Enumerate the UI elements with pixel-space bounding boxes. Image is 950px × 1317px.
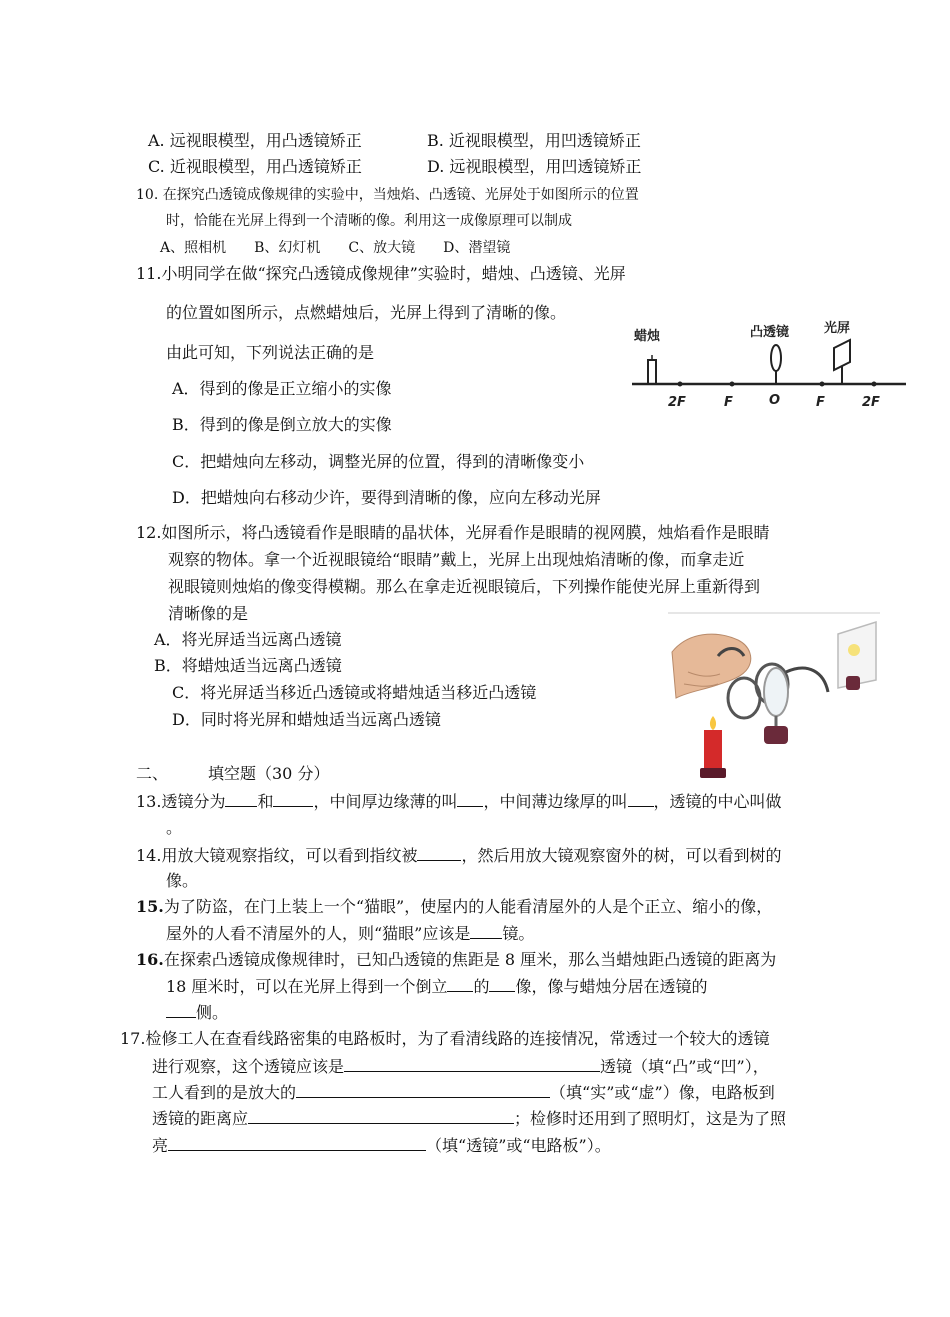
q15-line-1	[136, 897, 772, 917]
q16-line-1	[136, 950, 776, 970]
q9-option-d: D. 远视眼模型，用凹透镜矫正	[427, 157, 642, 176]
q16-blank-1[interactable]	[447, 976, 473, 992]
q12-option-a: A．将光屏适当远离凸透镜	[154, 630, 342, 649]
q16-text-1: 在探索凸透镜成像规律时，已知凸透镜的焦距是 8 厘米，那么当蜡烛距凸透镜的距离为	[163, 950, 777, 969]
q16-number: 16.	[136, 950, 164, 969]
q12-option-c: C．将光屏适当移近凸透镜或将蜡烛适当移近凸透镜	[172, 683, 537, 702]
q9-option-a: A. 远视眼模型，用凸透镜矫正	[148, 131, 362, 150]
section-number: 二、	[136, 764, 169, 783]
q16-text-3: 的	[473, 977, 490, 996]
q17-line-1: 17.检修工人在查看线路密集的电路板时，为了看清线路的连接情况，常透过一个较大的透镜	[120, 1029, 770, 1048]
q11-line-1: 11.小明同学在做“探究凸透镜成像规律”实验时，蜡烛、凸透镜、光屏	[136, 264, 626, 283]
q17-line-4	[152, 1108, 786, 1129]
q17-text-2a: 进行观察，这个透镜应该是	[152, 1057, 345, 1076]
q10-line-1: 10. 在探究凸透镜成像规律的实验中，当烛焰、凸透镜、光屏处于如图所示的位置	[136, 187, 639, 203]
q13-line-2: 。	[166, 818, 183, 837]
q11-option-b: B．得到的像是倒立放大的实像	[172, 415, 392, 434]
q9-option-c: C. 近视眼模型，用凸透镜矫正	[148, 157, 362, 176]
q14-line-1	[136, 845, 781, 866]
q17-blank-4[interactable]	[168, 1135, 426, 1151]
q12-option-b: B．将蜡烛适当远离凸透镜	[154, 656, 342, 675]
section-title: 填空题（30 分）	[208, 764, 330, 783]
candle-label: 蜡烛	[634, 329, 661, 344]
q13-text-4: ，中间薄边缘厚的叫	[483, 792, 628, 811]
q13-line-1	[136, 791, 782, 812]
q16-text-4: 像，像与蜡烛分居在透镜的	[515, 977, 708, 996]
q17-line-2	[152, 1056, 769, 1077]
q16-line-2	[166, 976, 707, 997]
q11-line-3: 由此可知，下列说法正确的是	[166, 343, 375, 362]
q14-text-2: ，然后用放大镜观察窗外的树，可以看到树的	[461, 846, 782, 865]
q17-line-3	[152, 1082, 775, 1103]
q11-option-a: A．得到的像是正立缩小的实像	[172, 379, 392, 398]
q10-line-2: 时，恰能在光屏上得到一个清晰的像。利用这一成像原理可以制成	[166, 213, 572, 229]
q17-line-5	[152, 1135, 611, 1156]
q13-blank-1[interactable]	[225, 791, 257, 807]
screen-label: 光屏	[824, 321, 851, 336]
q11-option-d: D．把蜡烛向右移动少许，要得到清晰的像，应向左移动光屏	[172, 488, 601, 507]
q14-blank-1[interactable]	[417, 845, 461, 861]
q17-text-3a: 工人看到的是放大的	[152, 1083, 297, 1102]
q16-blank-2[interactable]	[489, 976, 515, 992]
q13-text-5: ，透镜的中心叫做	[653, 792, 782, 811]
q16-text-2: 18 厘米时，可以在光屏上得到一个倒立	[166, 977, 448, 996]
mark-2f-left: 2F	[668, 395, 686, 410]
q15-text-2: 屋外的人看不清屋外的人，则“猫眼”应该是	[166, 924, 471, 943]
q14-text-1: 14.用放大镜观察指纹，可以看到指纹被	[136, 846, 418, 865]
q11-option-c: C．把蜡烛向左移动，调整光屏的位置，得到的清晰像变小	[172, 452, 585, 471]
q17-blank-3[interactable]	[248, 1108, 514, 1124]
q17-blank-2[interactable]	[296, 1082, 550, 1098]
q14-line-2: 像。	[166, 871, 199, 890]
q13-text-3: ，中间厚边缘薄的叫	[313, 792, 458, 811]
q17-blank-1[interactable]	[344, 1056, 600, 1072]
q15-text-1: 为了防盗，在门上装上一个“猫眼”，使屋内的人能看清屋外的人是个正立、缩小的像，	[163, 897, 773, 916]
q12-line-2: 观察的物体。拿一个近视眼镜给“眼睛”戴上，光屏上出现烛焰清晰的像，而拿走近	[168, 550, 745, 569]
q12-line-1: 12.如图所示，将凸透镜看作是眼睛的晶状体，光屏看作是眼睛的视网膜，烛焰看作是眼睛	[136, 523, 770, 542]
q13-text-2: 和	[257, 792, 274, 811]
optical-bench-figure	[628, 312, 910, 414]
eye-model-photo	[668, 612, 880, 782]
q17-text-5b: （填“透镜”或“电路板”）。	[426, 1136, 611, 1155]
q16-blank-3[interactable]	[166, 1002, 196, 1018]
q15-number: 15.	[136, 897, 164, 916]
q13-text-1: 13.透镜分为	[136, 792, 226, 811]
q11-line-2: 的位置如图所示，点燃蜡烛后，光屏上得到了清晰的像。	[166, 303, 567, 322]
q12-option-d: D．同时将光屏和蜡烛适当远离凸透镜	[172, 710, 441, 729]
q17-text-4a: 透镜的距离应	[152, 1109, 249, 1128]
q10-options: A、照相机 B、幻灯机 C、放大镜 D、潜望镜	[160, 240, 511, 256]
q17-text-4b: ；检修时还用到了照明灯，这是为了照	[514, 1109, 787, 1128]
q13-blank-4[interactable]	[628, 791, 654, 807]
mark-f-right: F	[816, 395, 825, 410]
mark-f-left: F	[724, 395, 733, 410]
q15-blank-1[interactable]	[470, 923, 502, 939]
q15-line-2	[166, 923, 534, 944]
q17-text-3b: （填“实”或“虚”）像，电路板到	[550, 1083, 775, 1102]
mark-2f-right: 2F	[862, 395, 880, 410]
q17-text-5a: 亮	[152, 1136, 169, 1155]
lens-label: 凸透镜	[750, 325, 790, 340]
q16-line-3	[166, 1002, 228, 1023]
q15-text-3: 镜。	[502, 924, 535, 943]
q16-text-5: 侧。	[196, 1003, 229, 1022]
q12-line-3: 视眼镜则烛焰的像变得模糊。那么在拿走近视眼镜后，下列操作能使光屏上重新得到	[168, 577, 761, 596]
q9-option-b: B. 近视眼模型，用凹透镜矫正	[427, 131, 641, 150]
q12-line-4: 清晰像的是	[168, 604, 249, 623]
q13-blank-3[interactable]	[457, 791, 483, 807]
mark-o: O	[769, 393, 781, 408]
q17-text-2b: 透镜（填“凸”或“凹”），	[600, 1057, 769, 1076]
q13-blank-2[interactable]	[273, 791, 313, 807]
